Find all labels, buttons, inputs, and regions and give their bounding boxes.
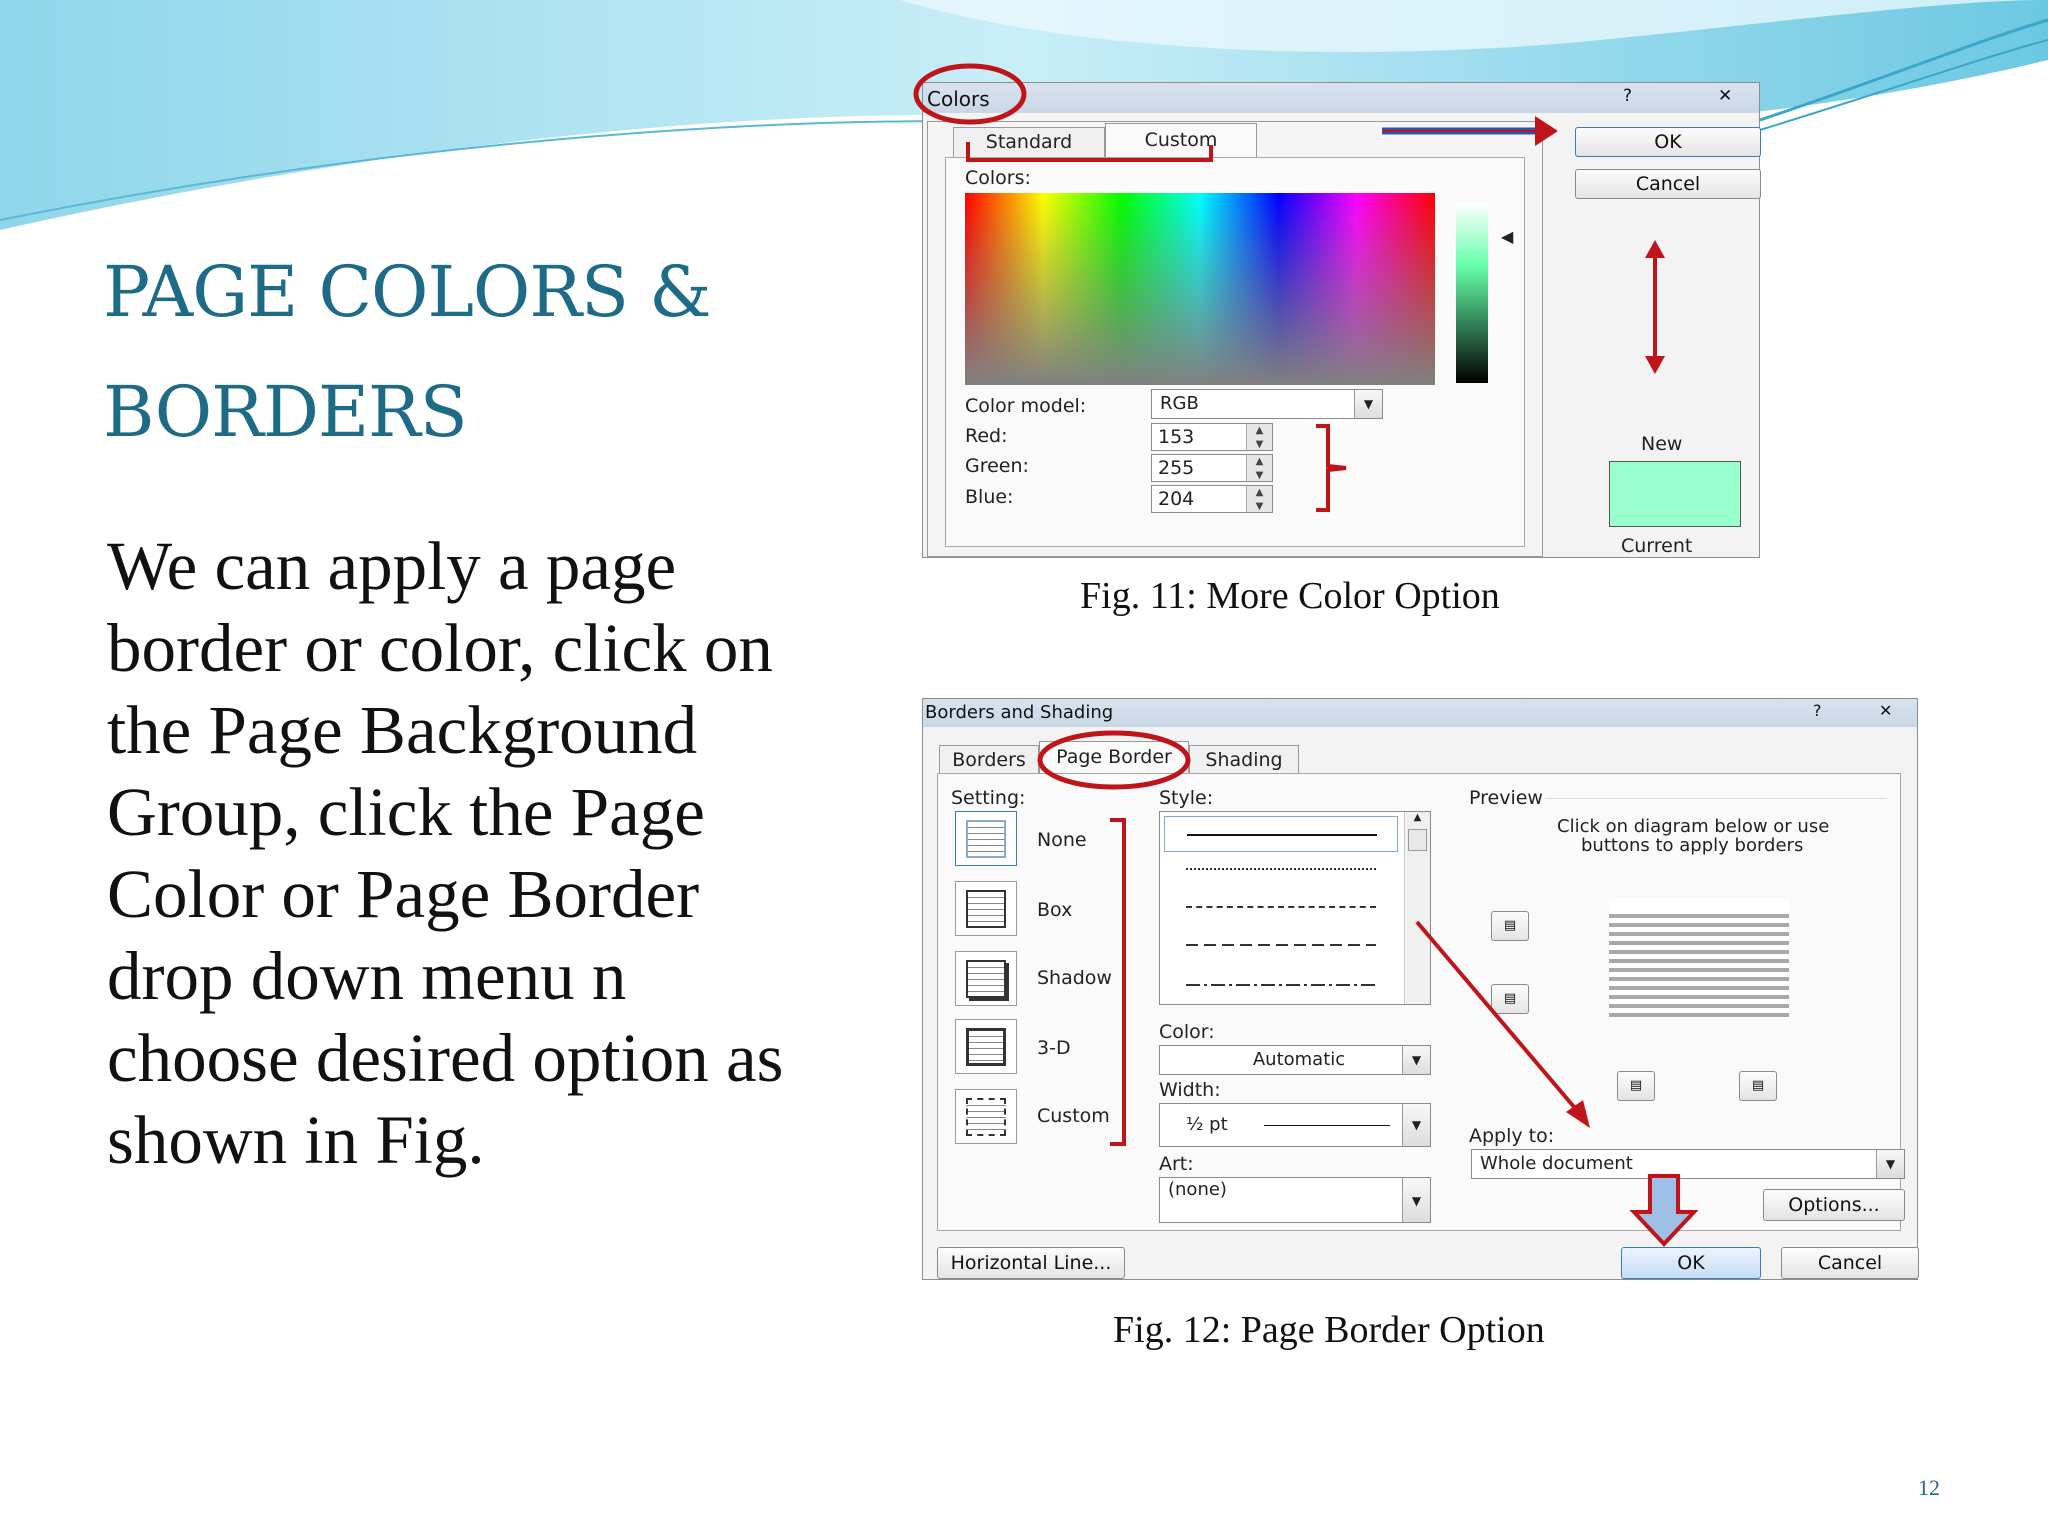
colors-cancel-button[interactable]: Cancel <box>1575 169 1761 199</box>
page-border-tab-highlight-circle <box>1040 733 1188 787</box>
colors-ok-button[interactable]: OK <box>1575 127 1761 157</box>
setting-custom[interactable]: Custom <box>1037 1105 1110 1127</box>
tab-standard[interactable]: Standard <box>953 127 1105 157</box>
right-border-button[interactable]: ▤ <box>1739 1071 1777 1101</box>
borders-cancel-button[interactable]: Cancel <box>1781 1247 1919 1279</box>
tab-page-border[interactable]: Page Border <box>1039 741 1189 773</box>
colors-dialog-title: Colors <box>927 87 990 111</box>
slide-body-text: We can apply a page border or color, click on the Page Background Group, click the Page Color or Page Border drop down menu n choose desired option as shown in Fig. <box>107 528 784 1178</box>
borders-ok-button[interactable]: OK <box>1621 1247 1761 1279</box>
tab-shading[interactable]: Shading <box>1189 745 1299 773</box>
tab-custom[interactable]: Custom <box>1105 123 1257 157</box>
fig12-caption: Fig. 12: Page Border Option <box>1113 1309 1545 1351</box>
left-border-button[interactable]: ▤ <box>1617 1071 1655 1101</box>
close-icon[interactable]: ✕ <box>1879 701 1893 720</box>
page-number: 12 <box>1918 1475 1940 1500</box>
setting-none[interactable]: None <box>1037 829 1087 851</box>
style-list-scrollbar[interactable]: ▲ <box>1404 812 1430 1004</box>
ok-down-arrow <box>1634 1176 1694 1244</box>
fig11-caption: Fig. 11: More Color Option <box>1080 575 1500 617</box>
slide-title-line1: PAGE COLORS & <box>103 251 711 333</box>
tab-borders[interactable]: Borders <box>939 745 1039 773</box>
art-label: Art: <box>1159 1153 1194 1175</box>
current-color-label: Current <box>1621 535 1693 557</box>
luminance-pointer-icon[interactable]: ◀ <box>1501 227 1514 246</box>
slide-title-line2: BORDERS <box>103 371 467 453</box>
color-label: Color: <box>1159 1021 1215 1043</box>
green-spinner[interactable]: ▲ ▼ <box>1246 455 1272 481</box>
chevron-down-icon[interactable]: ▼ <box>1402 1178 1430 1222</box>
options-button[interactable]: Options... <box>1763 1189 1905 1221</box>
style-label: Style: <box>1159 787 1214 809</box>
new-color-label: New <box>1641 433 1683 455</box>
apply-to-value: Whole document <box>1480 1153 1633 1174</box>
color-model-value: RGB <box>1160 393 1199 414</box>
red-spinner[interactable]: ▲ ▼ <box>1246 424 1272 450</box>
help-icon[interactable]: ? <box>1813 701 1822 720</box>
bottom-border-button[interactable]: ▤ <box>1491 984 1529 1014</box>
blue-spinner[interactable]: ▲ ▼ <box>1246 486 1272 512</box>
setting-3d[interactable]: 3-D <box>1037 1037 1071 1059</box>
setting-box[interactable]: Box <box>1037 899 1073 921</box>
blue-label: Blue: <box>965 486 1014 508</box>
green-label: Green: <box>965 455 1029 477</box>
colors-label: Colors: <box>965 167 1031 189</box>
apply-to-label: Apply to: <box>1469 1125 1555 1147</box>
setting-shadow[interactable]: Shadow <box>1037 967 1112 989</box>
preview-hint-line2: buttons to apply borders <box>1581 835 1804 856</box>
width-label: Width: <box>1159 1079 1221 1101</box>
borders-dialog-title: Borders and Shading <box>925 702 1114 723</box>
style-to-preview-arrow <box>1417 922 1580 1114</box>
red-label: Red: <box>965 425 1008 447</box>
settings-bracket <box>1110 820 1124 1144</box>
close-icon[interactable]: ✕ <box>1718 86 1733 106</box>
setting-label: Setting: <box>951 787 1026 809</box>
help-icon[interactable]: ? <box>1623 86 1633 106</box>
green-value: 255 <box>1158 457 1195 479</box>
chevron-down-icon[interactable]: ▼ <box>1876 1150 1904 1178</box>
chevron-down-icon[interactable]: ▼ <box>1402 1046 1430 1074</box>
preview-hint-line1: Click on diagram below or use <box>1557 816 1830 837</box>
horizontal-line-button[interactable]: Horizontal Line... <box>937 1247 1125 1279</box>
preview-label: Preview <box>1469 787 1543 809</box>
chevron-down-icon[interactable]: ▼ <box>1402 1104 1430 1146</box>
blue-value: 204 <box>1158 488 1195 510</box>
chevron-down-icon[interactable]: ▼ <box>1354 390 1382 418</box>
border-color-value: Automatic <box>1252 1049 1346 1070</box>
top-border-button[interactable]: ▤ <box>1491 911 1529 941</box>
color-model-label: Color model: <box>965 395 1087 417</box>
red-value: 153 <box>1158 426 1195 448</box>
border-art-value: (none) <box>1168 1179 1227 1200</box>
border-width-value: ½ pt <box>1186 1114 1228 1135</box>
